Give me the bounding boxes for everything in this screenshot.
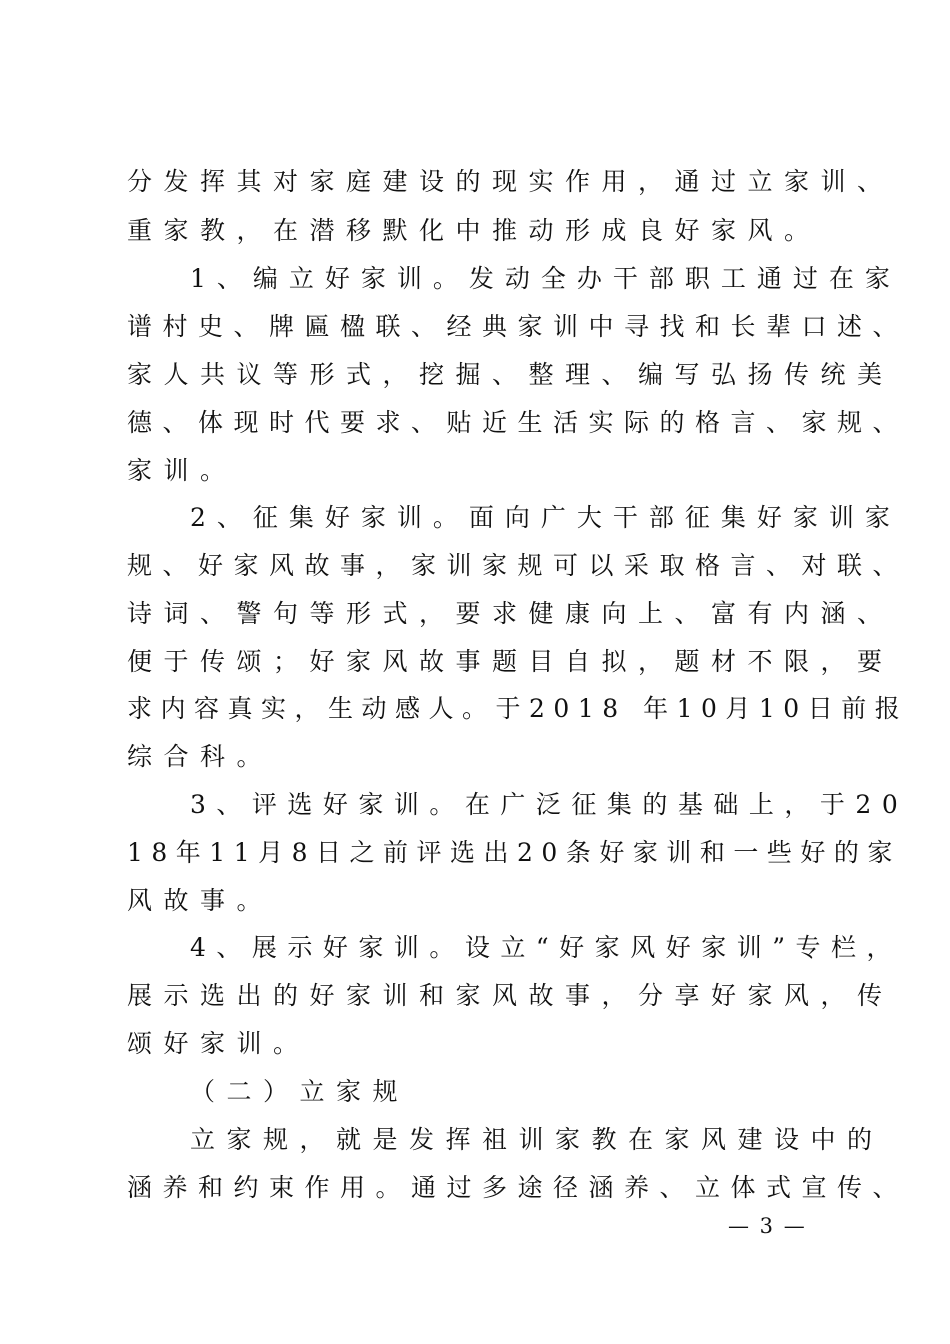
text-line-1: 分发挥其对家庭建设的现实作用，通过立家训、 [127,167,894,196]
text-line-13: 综合科。 [127,742,274,771]
text-line-10: 诗词、警句等形式，要求健康向上、富有内涵、 [127,599,894,628]
text-line-2: 重家教，在潜移默化中推动形成良好家风。 [127,216,821,245]
text-line-21: 立家规，就是发挥祖训家教在家风建设中的 [190,1125,884,1154]
text-line-4: 谱村史、牌匾楹联、经典家训中寻找和长辈口述、 [127,312,909,341]
text-line-5: 家人共议等形式，挖掘、整理、编写弘扬传统美 [127,360,894,389]
text-line-7: 家训。 [127,456,237,485]
text-line-14: 3、评选好家训。在广泛征集的基础上，于20 [190,790,909,819]
text-line-9: 规、好家风故事，家训家规可以采取格言、对联、 [127,551,909,580]
text-line-11: 便于传颂；好家风故事题目自拟，题材不限，要 [127,647,894,676]
text-line-12: 求内容真实，生动感人。于2018 年10月10日前报 [127,694,909,723]
page-number: — 3 — [728,1214,807,1238]
section-heading: （二）立家规 [190,1077,410,1106]
text-line-8: 2、征集好家训。面向广大干部征集好家训家 [190,503,901,532]
text-line-18: 展示选出的好家训和家风故事，分享好家风，传 [127,981,894,1010]
text-line-6: 德、体现时代要求、贴近生活实际的格言、家规、 [127,408,909,437]
text-line-17: 4、展示好家训。设立“好家风好家训”专栏， [190,933,902,962]
text-line-15: 18年11月8日之前评选出20条好家训和一些好的家 [127,838,901,867]
text-line-22: 涵养和约束作用。通过多途径涵养、立体式宣传、 [127,1173,909,1202]
text-line-3: 1、编立好家训。发动全办干部职工通过在家 [190,264,901,293]
text-line-16: 风故事。 [127,886,274,915]
text-line-19: 颂好家训。 [127,1029,310,1058]
